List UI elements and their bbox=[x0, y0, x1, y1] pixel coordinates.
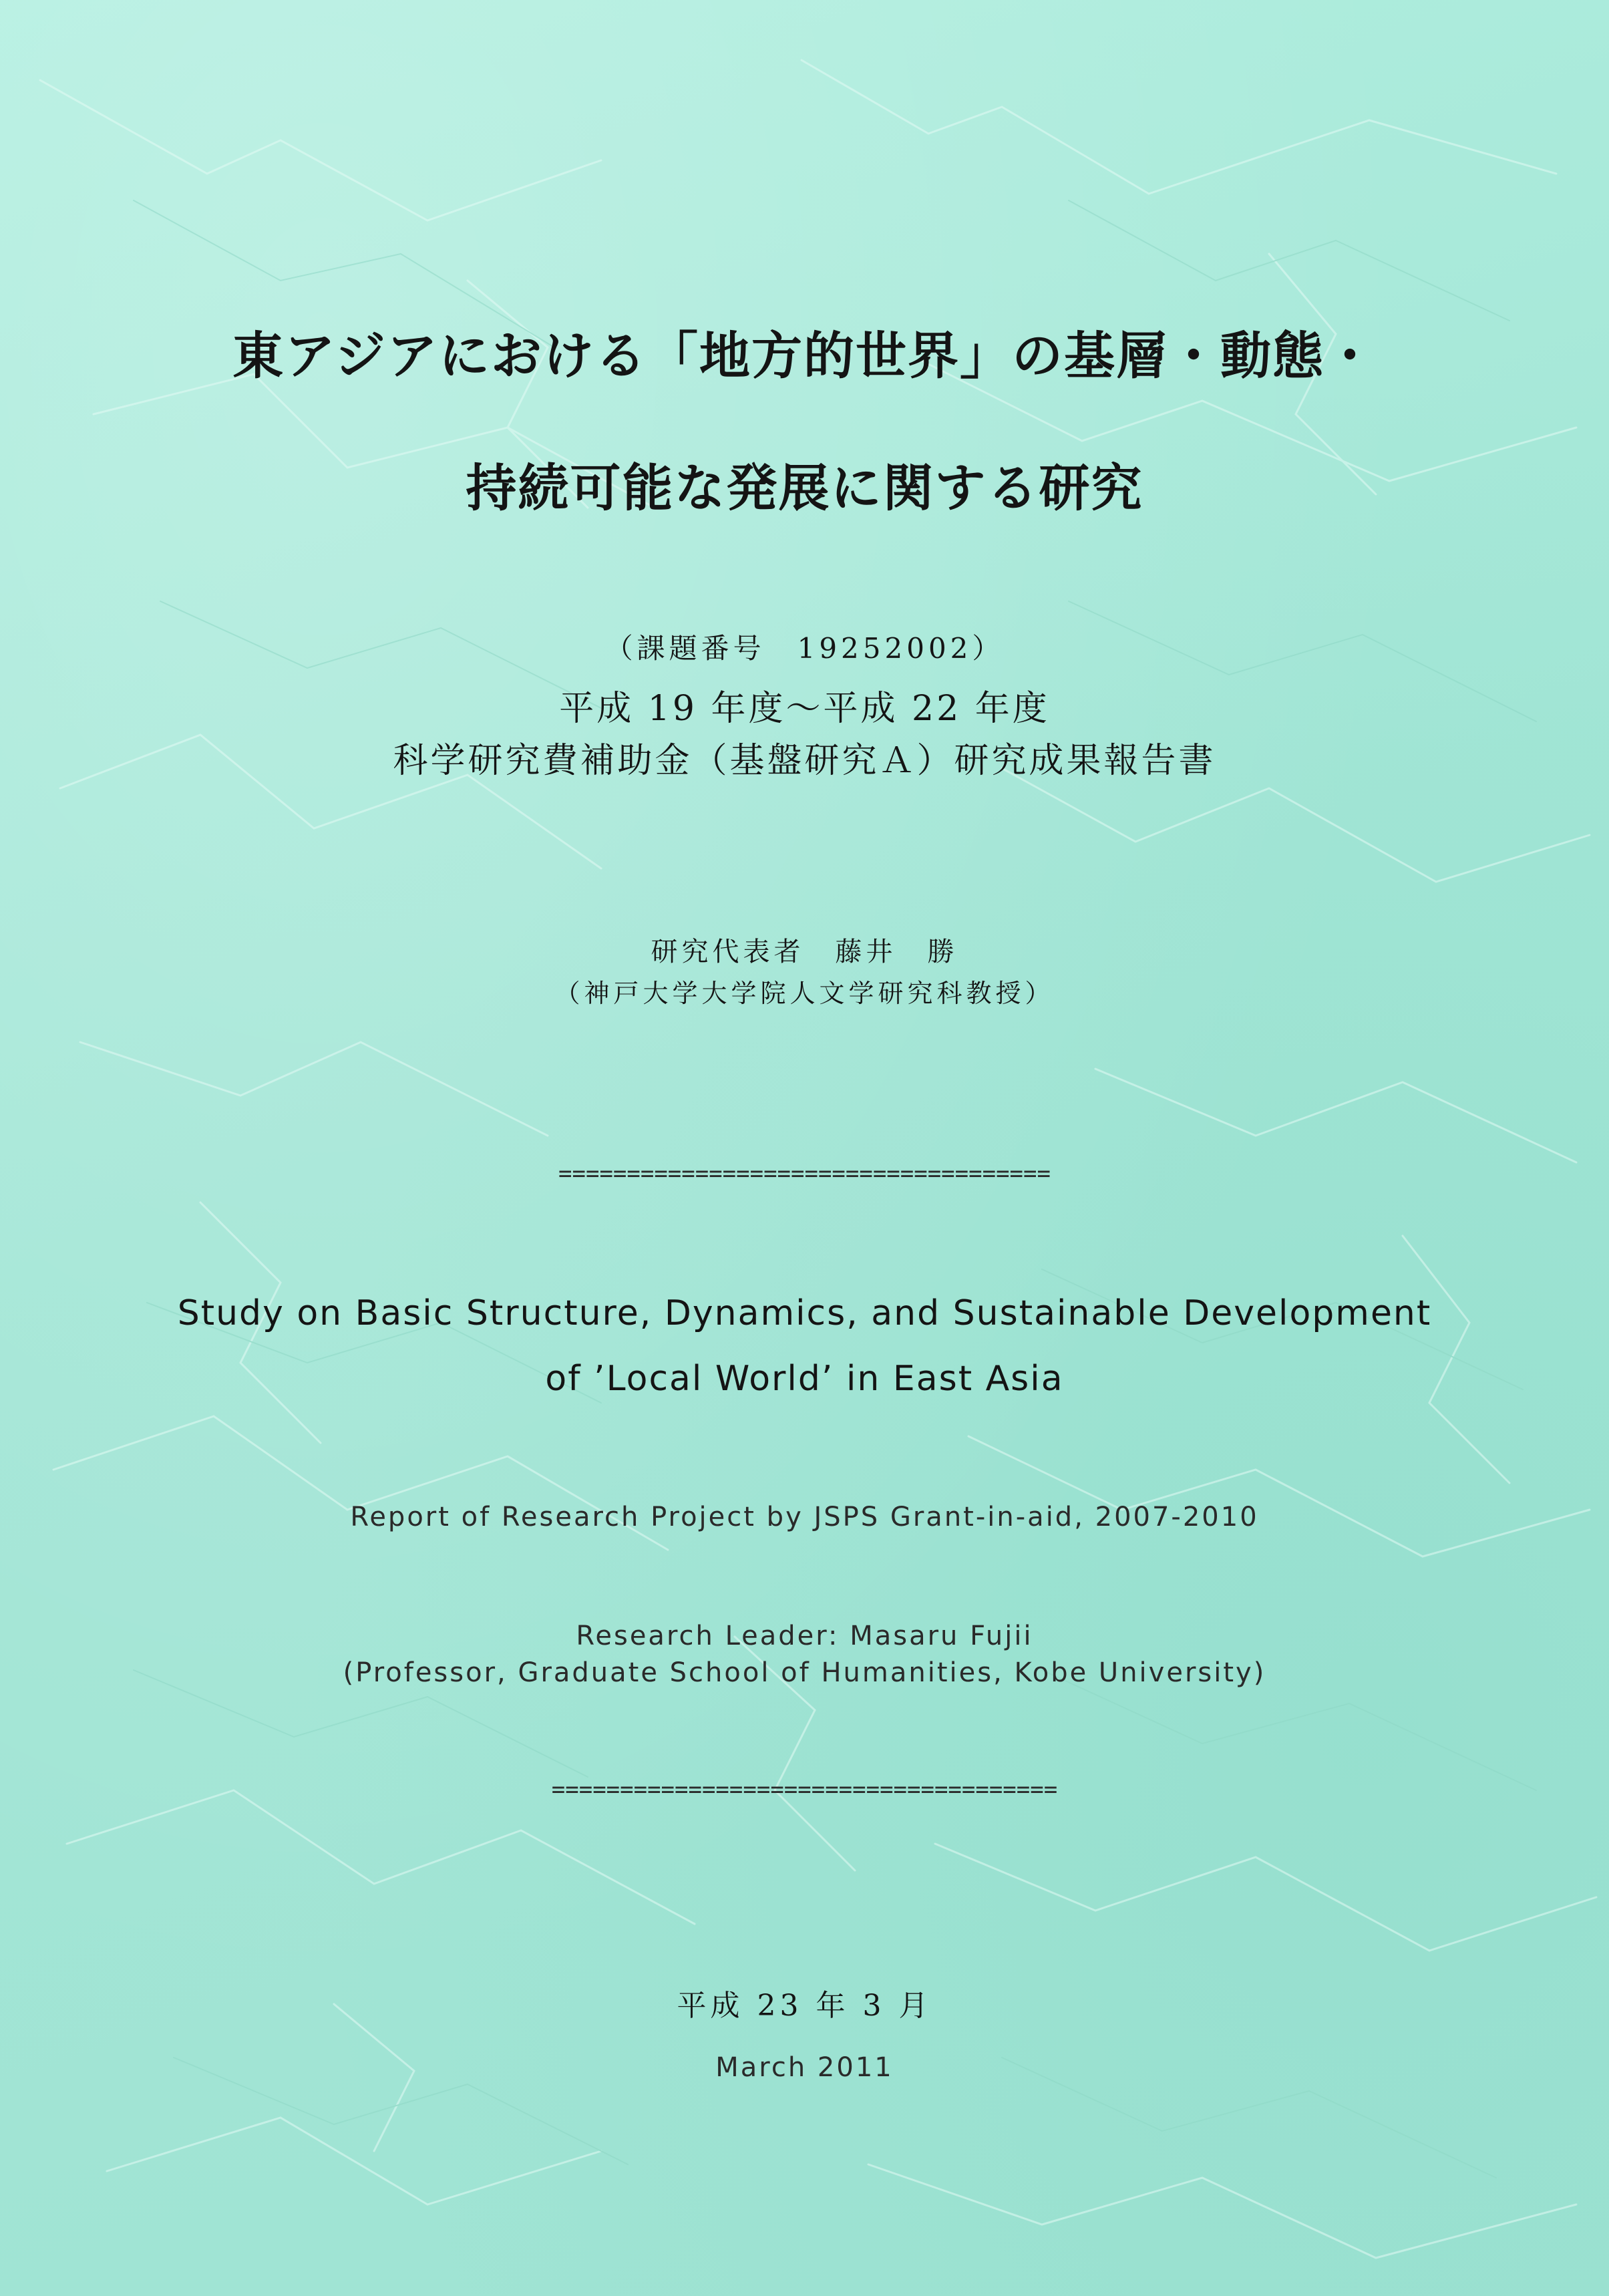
leader-affiliation-jp: （神戸大学大学院人文学研究科教授） bbox=[554, 979, 1055, 1008]
research-leader-jp: 研究代表者 藤井 勝 bbox=[651, 937, 958, 967]
research-leader-en: Research Leader: Masaru Fujii bbox=[576, 1621, 1033, 1651]
grant-report-label: 科学研究費補助金（基盤研究Ａ）研究成果報告書 bbox=[393, 741, 1216, 781]
japanese-title-line-2: 持続可能な発展に関する研究 bbox=[466, 458, 1143, 518]
report-description-en: Report of Research Project by JSPS Grant-in-aid, 2007-2010 bbox=[350, 1502, 1259, 1532]
date-en: March 2011 bbox=[715, 2052, 894, 2083]
project-number: （課題番号 19252002） bbox=[604, 632, 1005, 665]
date-jp: 平成 23 年 3 月 bbox=[677, 1989, 932, 2023]
divider-top: ==================================== bbox=[558, 1160, 1051, 1187]
english-title-line-2: of ’Local World’ in East Asia bbox=[545, 1359, 1064, 1399]
project-period: 平成 19 年度～平成 22 年度 bbox=[559, 689, 1050, 729]
japanese-title-line-1: 東アジアにおける「地方的世界」の基層・動態・ bbox=[232, 326, 1377, 385]
divider-bottom: ===================================== bbox=[551, 1776, 1058, 1803]
english-title-line-1: Study on Basic Structure, Dynamics, and Sustainable Development bbox=[177, 1293, 1432, 1333]
leader-affiliation-en: (Professor, Graduate School of Humanities, Kobe University) bbox=[343, 1657, 1266, 1688]
